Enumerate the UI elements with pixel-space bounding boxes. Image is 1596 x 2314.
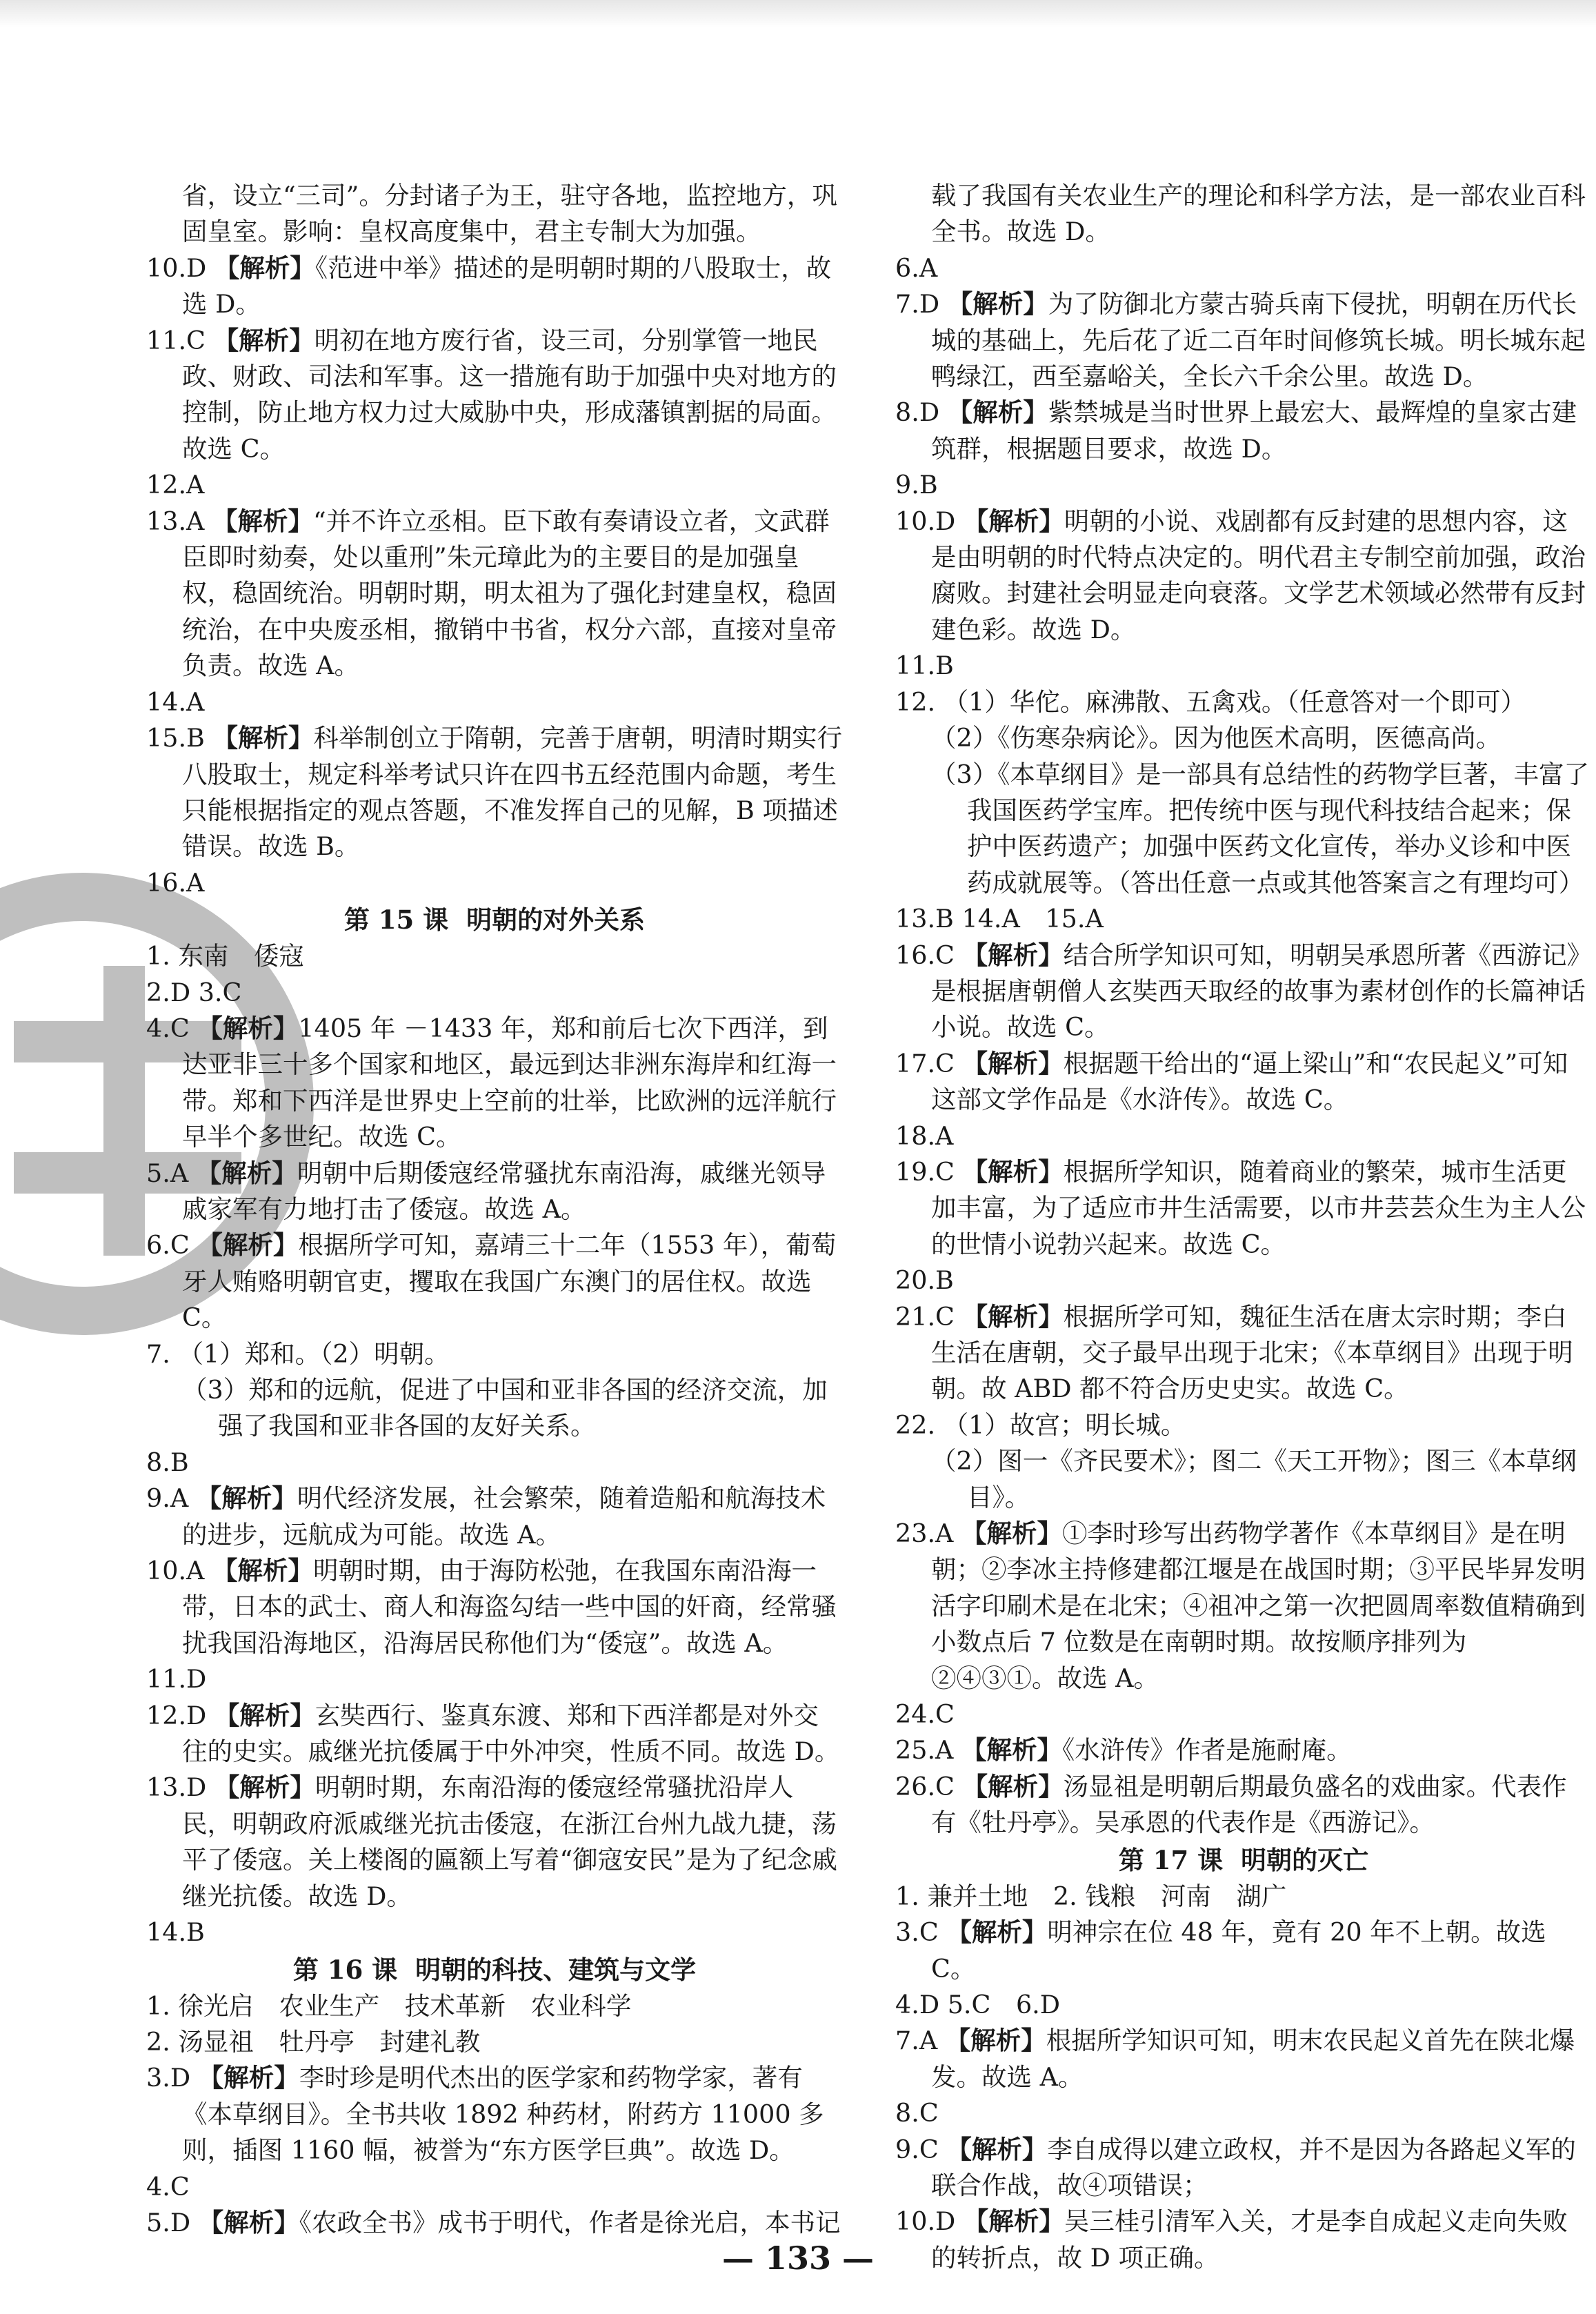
lesson-title: 明朝的对外关系 xyxy=(466,904,646,936)
answer-number: 1. xyxy=(146,941,170,971)
answer-item xyxy=(146,2205,843,2241)
answer-number: 4.C xyxy=(146,2171,190,2202)
lesson-title: 明朝的科技、建筑与文学 xyxy=(415,1954,697,1985)
answer-text: （1）华佗。麻沸散、五禽戏。（任意答对一个即可） xyxy=(943,686,1526,717)
answer-number: 14.A xyxy=(146,686,205,717)
answer-text: 科举制创立于隋朝，完善于唐朝，明清时期实行八股取士，规定科举考试只许在四书五经范围内命题，考生只能根据指定的观点答题，不准发挥自己的见解，B 项描述错误。故选 B。 xyxy=(182,723,842,862)
answer-number: 25.A xyxy=(895,1735,954,1766)
answer-item xyxy=(895,2132,1592,2204)
answer-item xyxy=(146,1445,843,1481)
answer-number: 24.C xyxy=(895,1699,955,1730)
answer-text: （2）《伤寒杂病论》。因为他医术高明，医德高尚。 xyxy=(931,723,1502,753)
answer-item xyxy=(895,1046,1592,1118)
answer-number: 7. xyxy=(146,1338,170,1369)
analysis-tag: 【解析】 xyxy=(961,1735,1063,1766)
lesson-title: 明朝的灭亡 xyxy=(1241,1844,1369,1875)
answer-item xyxy=(895,1769,1592,1841)
answer-subitem xyxy=(895,720,1592,756)
answer-text: （3）《本草纲目》是一部具有总结性的药物学巨著，丰富了我国医药学宝库。把传统中医与现代科技结合起来；保护中医药遗产；加强中医药文化宣传，举办义诊和中医药成就展等。（答出任意一点或其他答案言之有理均可） xyxy=(931,759,1589,898)
answer-item xyxy=(895,684,1592,720)
answer-number: 9.A xyxy=(146,1483,189,1514)
analysis-tag: 【解析】 xyxy=(197,1230,299,1260)
answer-text: 3.C xyxy=(198,977,242,1007)
analysis-tag: 【解析】 xyxy=(962,1771,1064,1801)
answer-item xyxy=(146,865,843,901)
answer-text: 根据题干给出的“逼上梁山”和“农民起义”可知这部文学作品是《水浒传》。故选 C。 xyxy=(931,1048,1568,1115)
answer-text: 吴三桂引清军入关，才是李自成起义走向失败的转折点，故 D 项正确。 xyxy=(931,2206,1568,2273)
answer-item xyxy=(895,395,1592,467)
answer-item xyxy=(146,1698,843,1770)
answer-number: 3.C xyxy=(895,1917,939,1948)
answer-text: 根据所学可知，魏征生活在唐太宗时期；李白生活在唐朝，交子最早出现于北宋；《本草纲目》出现于明朝。故 ABD 都不符合历史史实。故选 C。 xyxy=(931,1301,1573,1404)
answer-number: 9.B xyxy=(895,470,938,500)
answer-item xyxy=(895,1299,1592,1407)
answer-text: 《水浒传》作者是施耐庵。 xyxy=(1062,1735,1352,1766)
answer-text: 汤显祖 牡丹亭 封建礼教 xyxy=(178,2026,481,2057)
answer-text: 14.A 15.A xyxy=(961,904,1104,934)
answer-item xyxy=(895,1987,1592,2023)
answer-item xyxy=(895,250,1592,286)
answer-number: 17.C xyxy=(895,1048,955,1078)
answer-item xyxy=(146,2169,843,2205)
answer-item xyxy=(146,250,843,323)
answer-text: 根据所学可知，嘉靖三十二年（1553 年），葡萄牙人贿赂明朝官吏，攫取在我国广东澳门的居住权。故选 C。 xyxy=(182,1230,837,1333)
answer-item xyxy=(146,1011,843,1156)
answer-text: （1）故宫；明长城。 xyxy=(943,1410,1186,1440)
answer-number: 20.B xyxy=(895,1265,954,1296)
answer-text: 李时珍是明代杰出的医学家和药物学家，著有《本草纲目》。全书共收 1892 种药材，附药方 11000 多则，插图 1160 幅，被誉为“东方医学巨典”。故选 D。 xyxy=(182,2063,824,2166)
answer-text: 根据所学知识可知，明末农民起义首先在陕北爆发。故选 A。 xyxy=(931,2026,1575,2092)
answer-number: 4.C xyxy=(146,1013,190,1043)
lesson-number: 第 15 课 xyxy=(343,904,449,936)
answer-text: ①李时珍写出药物学著作《本草纲目》是在明朝；②李冰主持修建都江堰是在战国时期；③平民毕昇发明活字印刷术是在北宋；④祖冲之第一次把圆周率数值精确到小数点后 7 位数是在南朝时期。故按顺序排列为②④③①。故选 A。 xyxy=(931,1519,1586,1693)
answer-text: 东南 倭寇 xyxy=(178,941,304,971)
answer-text: 紫禁城是当时世界上最宏大、最辉煌的皇家古建筑群，根据题目要求，故选 D。 xyxy=(931,397,1577,464)
answer-item xyxy=(895,938,1592,1046)
answer-number: 4.D xyxy=(895,1989,940,2019)
answer-item xyxy=(146,975,843,1011)
answer-number: 5.D xyxy=(146,2207,191,2237)
answer-number: 8.B xyxy=(146,1447,189,1477)
answer-subitem xyxy=(895,1443,1592,1516)
analysis-tag: 【解析】 xyxy=(946,1917,1048,1948)
right-column xyxy=(895,178,1592,2276)
answer-number: 21.C xyxy=(895,1301,955,1332)
answer-item xyxy=(146,1227,843,1336)
answer-number: 11.D xyxy=(146,1664,207,1694)
answer-item xyxy=(895,648,1592,684)
answer-number: 6.A xyxy=(895,253,938,283)
answer-item xyxy=(895,2095,1592,2131)
analysis-tag: 【解析】 xyxy=(963,2206,1064,2237)
analysis-tag: 【解析】 xyxy=(212,723,314,753)
answer-text: 明初在地方废行省，设三司，分别掌管一地民政、财政、司法和军事。这一措施有助于加强中央对地方的控制，防止地方权力过大威胁中央，形成藩镇割据的局面。故选 C。 xyxy=(182,325,837,464)
analysis-tag: 【解析】 xyxy=(962,1156,1064,1187)
answer-text: 李自成得以建立政权，并不是因为各路起义军的联合作战，故④项错误； xyxy=(931,2134,1576,2200)
answer-item xyxy=(895,1697,1592,1732)
answer-text: 根据所学知识，随着商业的繁荣，城市生活更加丰富，为了适应市井生活需要，以市井芸芸众生为主人公的世情小说勃兴起来。故选 C。 xyxy=(931,1156,1586,1259)
answer-number: 13.D xyxy=(146,1772,207,1803)
analysis-tag: 【解析】 xyxy=(947,397,1048,428)
lesson-number: 第 17 课 xyxy=(1118,1844,1224,1875)
analysis-tag: 【解析】 xyxy=(214,253,315,283)
answer-number: 12. xyxy=(895,686,936,717)
answer-number: 12.A xyxy=(146,470,205,500)
analysis-tag: 【解析】 xyxy=(212,1556,314,1586)
answer-number: 1. xyxy=(895,1881,919,1911)
answer-text: 明朝时期，由于海防松弛，在我国东南沿海一带，日本的武士、商人和海盗勾结一些中国的奸商，经常骚扰我国沿海地区，沿海居民称他们为“倭寇”。故选 A。 xyxy=(182,1556,837,1658)
answer-text: 明朝时期，东南沿海的倭寇经常骚扰沿岸人民，明朝政府派戚继光抗击倭寇，在浙江台州九战九捷，荡平了倭寇。关上楼阁的匾额上写着“御寇安民”是为了纪念戚继光抗倭。故选 D。 xyxy=(182,1772,837,1911)
lesson-heading xyxy=(146,901,843,938)
answer-number: 13.B xyxy=(895,904,954,934)
answer-number: 2. xyxy=(146,2026,170,2057)
answer-item xyxy=(895,1879,1592,1915)
answer-number: 5.A xyxy=(146,1158,189,1188)
answer-item xyxy=(895,504,1592,649)
answer-item xyxy=(146,684,843,720)
answer-item xyxy=(895,1732,1592,1768)
answer-text: 兼并土地 2. 钱粮 河南 湖广 xyxy=(927,1881,1287,1911)
answer-item xyxy=(895,1154,1592,1263)
answer-number: 22. xyxy=(895,1410,936,1440)
answer-text: （3）郑和的远航，促进了中国和亚非各国的经济交流，加强了我国和亚非各国的友好关系。 xyxy=(182,1375,828,1441)
answer-number: 9.C xyxy=(895,2134,939,2164)
answer-text: 《范进中举》描述的是明朝时期的八股取士，故选 D。 xyxy=(182,253,832,319)
answer-item xyxy=(146,467,843,503)
answer-number: 11.B xyxy=(895,651,954,681)
answer-number: 1. xyxy=(146,1990,170,2021)
answer-item xyxy=(895,1263,1592,1298)
answer-text: 载了我国有关农业生产的理论和科学方法，是一部农业百科全书。故选 D。 xyxy=(931,181,1586,247)
analysis-tag: 【解析】 xyxy=(213,325,315,355)
answer-number: 14.B xyxy=(146,1917,205,1948)
answer-number: 10.D xyxy=(146,253,207,283)
answer-item xyxy=(146,2024,843,2060)
answer-number: 7.D xyxy=(895,289,940,319)
answer-text: 1405 年 －1433 年，郑和前后七次下西洋，到达亚非三十多个国家和地区，最远到达非洲东海岸和红海一带。郑和下西洋是世界史上空前的壮举，比欧洲的远洋航行早半个多世纪。故选 C。 xyxy=(182,1013,837,1152)
answer-text: 省，设立“三司”。分封诸子为王，驻守各地，监控地方，巩固皇室。影响：皇权高度集中，君主专制大为加强。 xyxy=(182,181,837,247)
answer-text: 《农政全书》成书于明代，作者是徐光启，本书记 xyxy=(299,2207,841,2237)
answer-number: 12.D xyxy=(146,1700,207,1730)
analysis-tag: 【解析】 xyxy=(198,2207,299,2237)
answer-item xyxy=(146,1661,843,1697)
answer-subitem xyxy=(146,1372,843,1445)
answer-item xyxy=(146,504,843,684)
answer-number: 16.A xyxy=(146,867,205,898)
answer-item xyxy=(146,938,843,974)
answer-number: 3.D xyxy=(146,2063,191,2093)
answer-item xyxy=(146,1156,843,1228)
answer-number: 18.A xyxy=(895,1120,954,1151)
answer-item xyxy=(146,1336,843,1372)
answer-item xyxy=(895,286,1592,395)
answer-item xyxy=(146,2060,843,2168)
answer-text: 结合所学知识可知，明朝吴承恩所著《西游记》是根据唐朝僧人玄奘西天取经的故事为素材创作的长篇神话小说。故选 C。 xyxy=(931,940,1586,1042)
answer-number: 8.C xyxy=(895,2098,939,2128)
answer-continuation xyxy=(895,178,1592,250)
analysis-tag: 【解析】 xyxy=(198,2063,299,2093)
answer-number: 13.A xyxy=(146,506,205,536)
answer-number: 10.A xyxy=(146,1556,205,1586)
answer-text: （2）图一《齐民要术》；图二《天工开物》；图三《本草纲目》。 xyxy=(931,1446,1577,1512)
answer-text: 5.C 6.D xyxy=(947,1989,1061,2019)
answer-item xyxy=(146,1770,843,1915)
answer-text: 玄奘西行、鉴真东渡、郑和下西洋都是对外交往的史实。戚继光抗倭属于中外冲突，性质不同。故选 D。 xyxy=(182,1700,840,1767)
answer-number: 6.C xyxy=(146,1230,190,1260)
analysis-tag: 【解析】 xyxy=(214,1700,315,1730)
answer-text: 汤显祖是明朝后期最负盛名的戏曲家。代表作有《牡丹亭》。吴承恩的代表作是《西游记》。 xyxy=(931,1771,1567,1838)
analysis-tag: 【解析】 xyxy=(197,1013,299,1043)
analysis-tag: 【解析】 xyxy=(196,1158,297,1188)
analysis-tag: 【解析】 xyxy=(961,1519,1063,1549)
answer-number: 11.C xyxy=(146,325,206,355)
answer-item xyxy=(895,1407,1592,1443)
answer-number: 15.B xyxy=(146,723,205,753)
scan-top-edge xyxy=(0,0,1596,28)
lesson-heading xyxy=(146,1951,843,1988)
analysis-tag: 【解析】 xyxy=(962,1048,1064,1078)
page-number: — 133 — xyxy=(721,2239,875,2277)
answer-number: 16.C xyxy=(895,940,955,970)
analysis-tag: 【解析】 xyxy=(962,1301,1064,1332)
answer-number: 7.A xyxy=(895,2026,938,2056)
answer-item xyxy=(895,1516,1592,1697)
answer-item xyxy=(895,2023,1592,2095)
answer-item xyxy=(895,1118,1592,1154)
answer-number: 26.C xyxy=(895,1771,955,1801)
answer-item xyxy=(895,901,1592,937)
answer-item xyxy=(895,467,1592,503)
answer-text: 为了防御北方蒙古骑兵南下侵扰，明朝在历代长城的基础上，先后花了近二百年时间修筑长城。明长城东起鸭绿江，西至嘉峪关，全长六千余公里。故选 D。 xyxy=(931,289,1586,392)
answer-item xyxy=(895,1915,1592,1987)
lesson-number: 第 16 课 xyxy=(292,1954,398,1985)
lesson-heading xyxy=(895,1841,1592,1879)
answer-text: （1）郑和。（2）明朝。 xyxy=(178,1338,450,1369)
answer-text: 明朝中后期倭寇经常骚扰东南沿海，戚继光领导戚家军有力地打击了倭寇。故选 A。 xyxy=(182,1158,826,1224)
answer-text: 明朝的小说、戏剧都有反封建的思想内容，这是由明朝的时代特点决定的。明代君主专制空前加强，政治腐败。封建社会明显走向衰落。文学艺术领域必然带有反封建色彩。故选 D。 xyxy=(931,506,1586,644)
answer-text: “并不许立丞相。臣下敢有奏请设立者，文武群臣即时劾奏，处以重刑”朱元璋此为的主要目的是加强皇权，稳固统治。明朝时期，明太祖为了强化封建皇权，稳固统治，在中央废丞相，撤销中书省，权分六部，直接对皇帝负责。故选 A。 xyxy=(182,506,837,681)
answer-number: 19.C xyxy=(895,1156,955,1187)
answer-number: 2.D xyxy=(146,977,191,1007)
answer-continuation xyxy=(146,178,843,250)
answer-item xyxy=(146,323,843,468)
answer-text: 明代经济发展，社会繁荣，随着造船和航海技术的进步，远航成为可能。故选 A。 xyxy=(182,1483,826,1550)
analysis-tag: 【解析】 xyxy=(945,2026,1046,2056)
left-column xyxy=(146,178,843,2241)
analysis-tag: 【解析】 xyxy=(196,1483,297,1514)
answer-number: 10.D xyxy=(895,506,956,536)
answer-text: 徐光启 农业生产 技术革新 农业科学 xyxy=(178,1990,632,2021)
answer-item xyxy=(146,1481,843,1553)
analysis-tag: 【解析】 xyxy=(946,2134,1048,2164)
analysis-tag: 【解析】 xyxy=(963,506,1064,536)
analysis-tag: 【解析】 xyxy=(214,1772,315,1803)
answer-number: 8.D xyxy=(895,397,940,428)
analysis-tag: 【解析】 xyxy=(962,940,1064,970)
answer-item xyxy=(146,1553,843,1661)
answer-number: 10.D xyxy=(895,2206,956,2237)
answer-subitem xyxy=(895,757,1592,902)
answer-item xyxy=(146,1988,843,2024)
answer-item xyxy=(146,720,843,865)
answer-text: 明神宗在位 48 年，竟有 20 年不上朝。故选 C。 xyxy=(931,1917,1546,1984)
analysis-tag: 【解析】 xyxy=(212,506,314,536)
answer-item xyxy=(146,1915,843,1950)
answer-number: 23.A xyxy=(895,1519,954,1549)
analysis-tag: 【解析】 xyxy=(947,289,1048,319)
